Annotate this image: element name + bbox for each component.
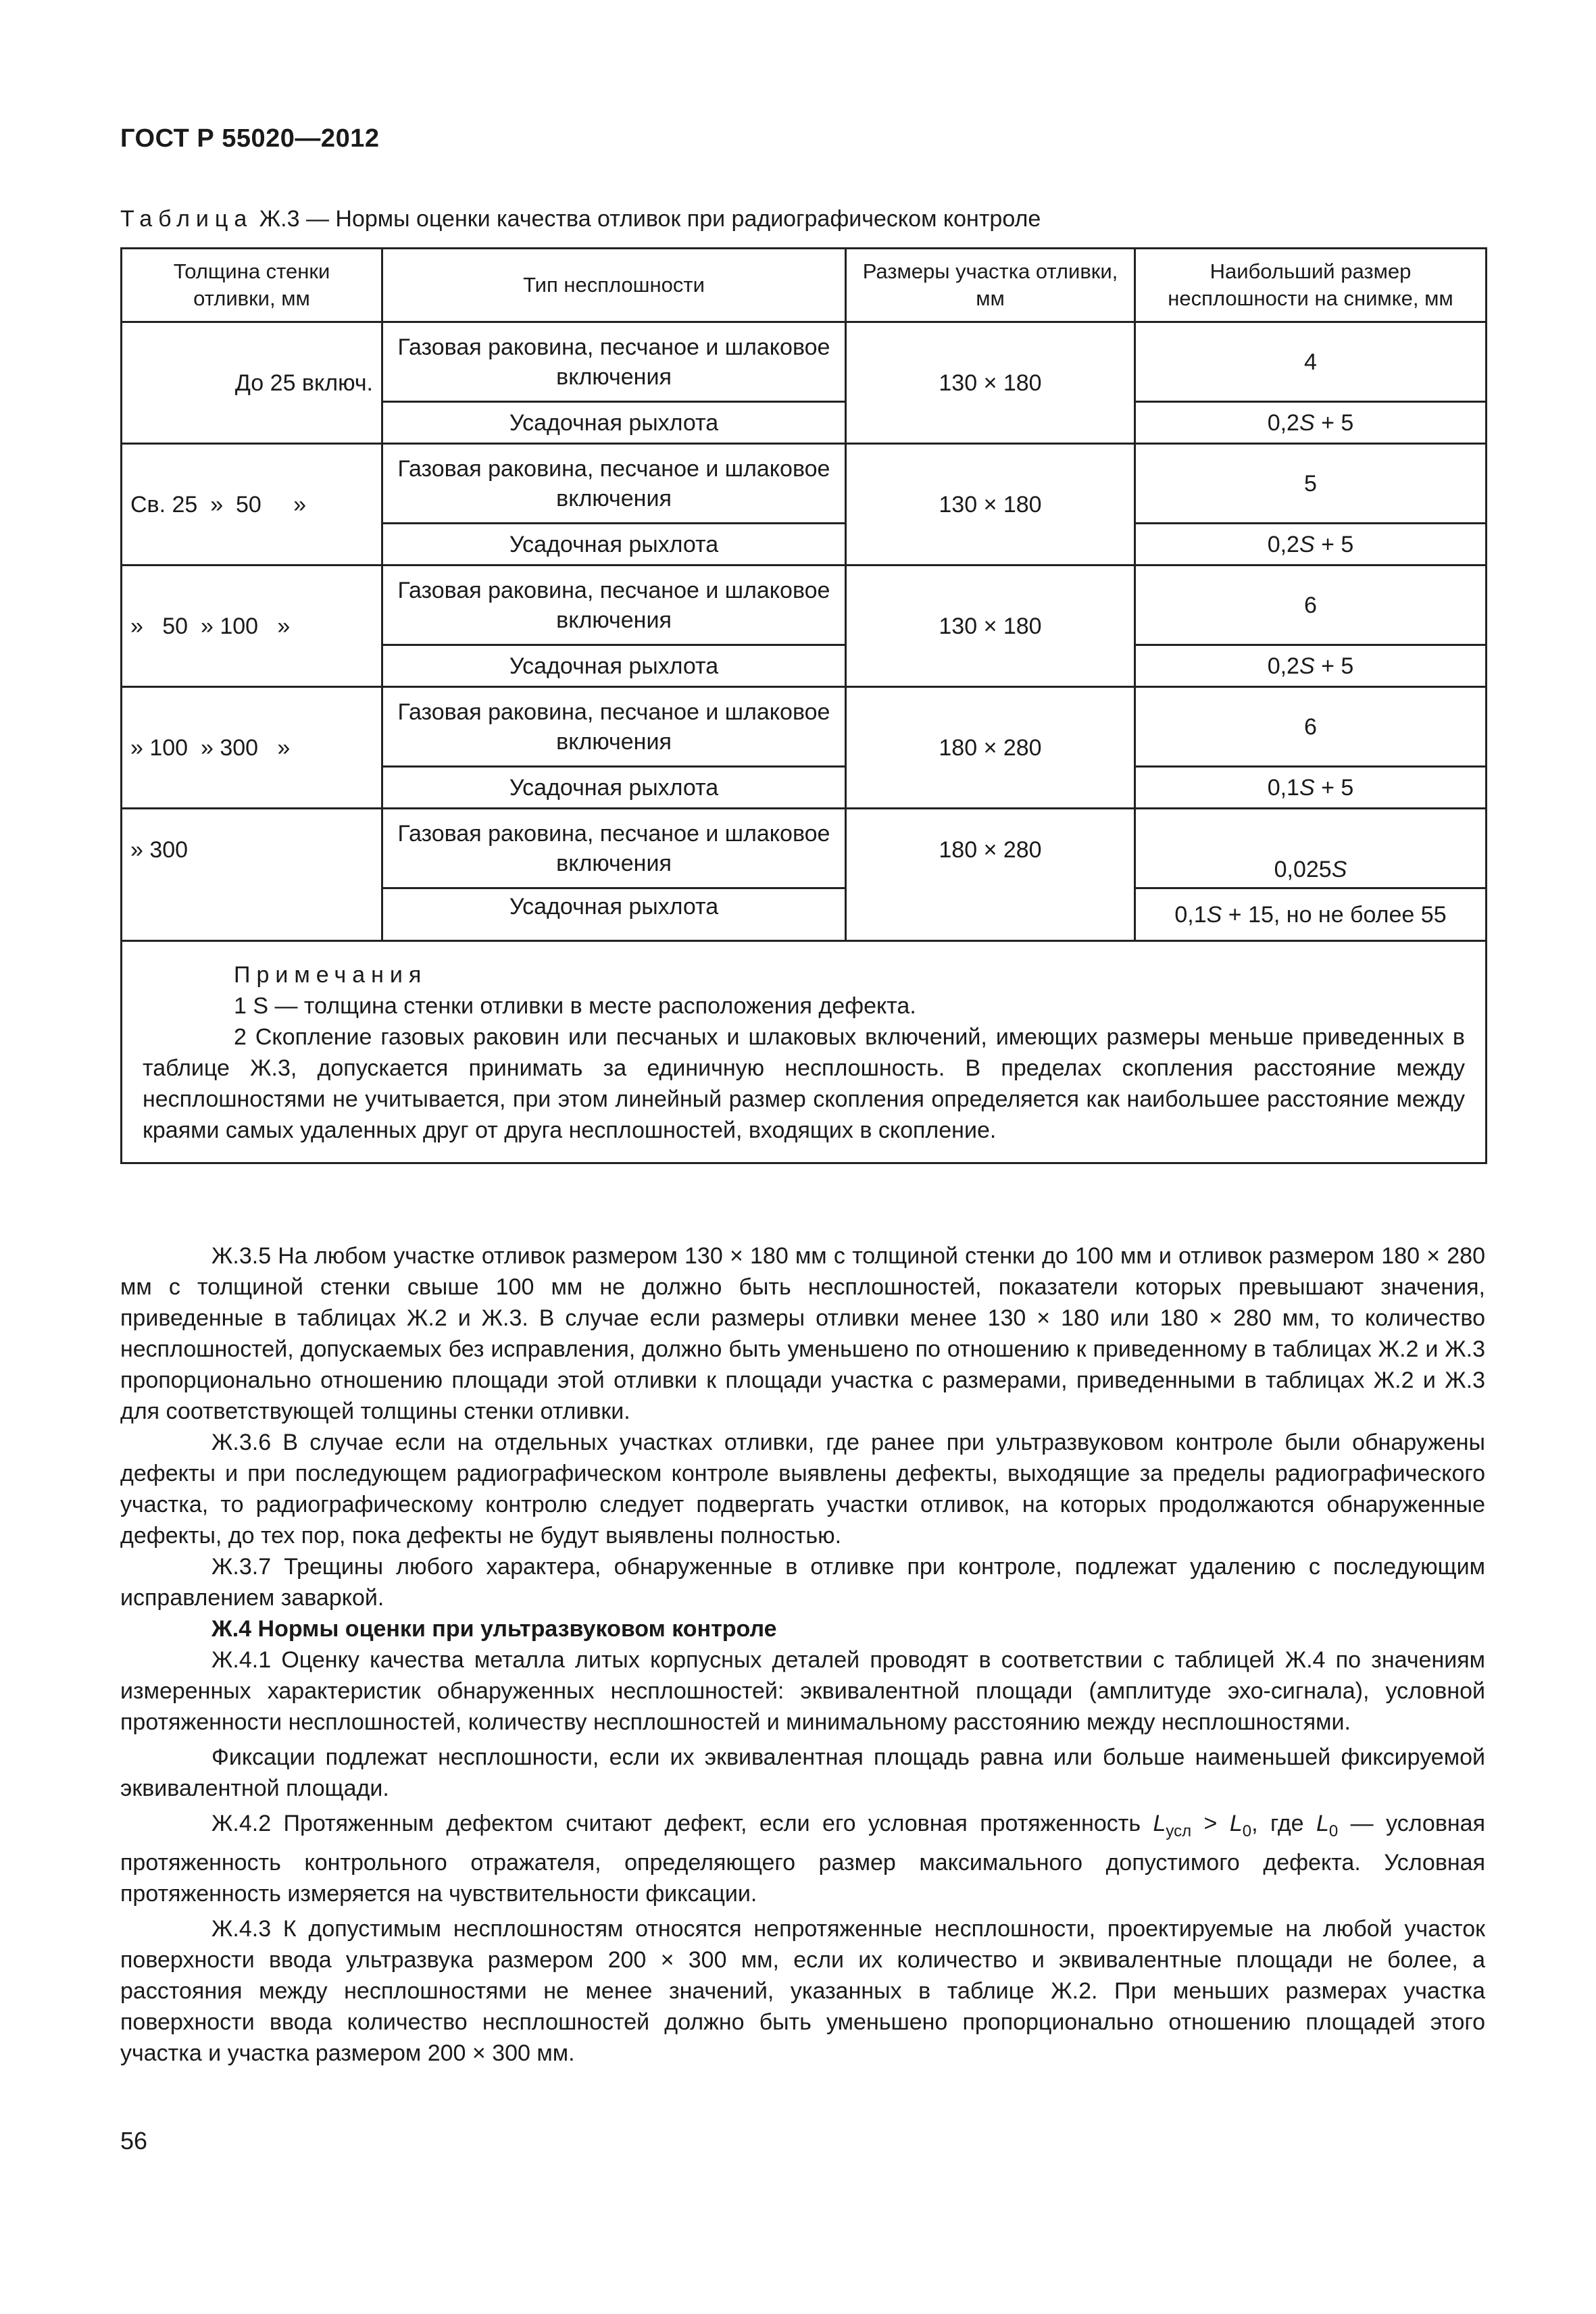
defect-type-cell: Усадочная рыхлота (382, 402, 846, 444)
max-size-cell: 6 (1135, 687, 1487, 767)
table-caption-title: Ж.3 — Нормы оценки качества отливок при радиографическом контроле (253, 206, 1041, 232)
table-row (122, 565, 1487, 645)
text-span: > (1191, 1811, 1230, 1836)
symbol-l: L (1316, 1811, 1329, 1836)
area-cell: 130 × 180 (846, 444, 1135, 565)
text-span: , где (1251, 1811, 1316, 1836)
header-thickness: Толщина стенки отливки, мм (122, 249, 382, 322)
table-row (122, 687, 1487, 767)
subscript: 0 (1328, 1821, 1339, 1840)
defect-type-cell: Газовая раковина, песчаное и шлаковое включения (382, 809, 846, 888)
table-row (122, 444, 1487, 524)
note-item: 2 Скопление газовых раковин или песчаных и шлаковых включений, имеющих размеры меньше приведенных в таблице Ж.3, допускается принимать за единичную несплошность. В пределах скопления расстояние между несплошностями не учитывается, при этом линейный размер скопления определяется как наибольшее расстояние между краями самых удаленных друг от друга несплошностей, входящих в скопление. (143, 1024, 1465, 1143)
table-caption (120, 206, 1041, 232)
subscript: 0 (1242, 1821, 1252, 1840)
text-span: Ж.4.2 Протяженным дефектом считают дефект, если его условная протяженность (211, 1811, 1153, 1836)
paragraph-fixation: Фиксации подлежат несплошности, если их эквивалентная площадь равна или больше наименьшей фиксируемой эквивалентной площади. (120, 1744, 1485, 1801)
defect-type-cell: Газовая раковина, песчаное и шлаковое включения (382, 444, 846, 524)
area-cell: 180 × 280 (846, 809, 1135, 941)
header-max-size: Наибольший размер несплошности на снимке, мм (1135, 249, 1487, 322)
paragraph-zh-3-7: Ж.3.7 Трещины любого характера, обнаруженные в отливке при контроле, подлежат удалению с последующим исправлением заваркой. (120, 1554, 1485, 1611)
defect-type-cell: Газовая раковина, песчаное и шлаковое включения (382, 687, 846, 767)
table-caption-prefix: Таблица (120, 206, 253, 232)
table-header-row (122, 249, 1487, 322)
table-row (122, 322, 1487, 402)
symbol-l: L (1229, 1811, 1243, 1836)
defect-type-cell: Усадочная рыхлота (382, 888, 846, 941)
defect-type-cell: Усадочная рыхлота (382, 524, 846, 565)
header-defect-type: Тип несплошности (382, 249, 846, 322)
norms-table (120, 247, 1487, 1164)
max-size-cell: 4 (1135, 322, 1487, 402)
thickness-cell: » 100 » 300 » (122, 687, 382, 809)
note-item: 1 S — толщина стенки отливки в месте расположения дефекта. (234, 993, 916, 1019)
defect-type-cell: Газовая раковина, песчаное и шлаковое включения (382, 322, 846, 402)
paragraph-zh-4-2 (120, 1808, 1485, 1909)
max-size-cell: 5 (1135, 444, 1487, 524)
max-size-cell: 6 (1135, 565, 1487, 645)
text-span: — условная протяженность контрольного отражателя, определяющего размер максимального допустимого дефекта. Условная протяженность измеряется на чувствительности фиксации. (120, 1811, 1485, 1907)
body-text (120, 1240, 1485, 2069)
thickness-cell: До 25 включ. (122, 322, 382, 444)
paragraph-zh-4-3: Ж.4.3 К допустимым несплошностям относятся непротяженные несплошности, проектируемые на любой участок поверхности ввода ультразвука размером 200 × 300 мм, если их количество и эквивалентные площади не более, а расстояния между несплошностями не менее значений, указанных в таблице Ж.2. При меньших размерах участка поверхности ввода количество несплошностей должно быть уменьшено пропорционально отношению площадей этого участка и участка размером 200 × 300 мм. (120, 1915, 1485, 2066)
section-heading-zh-4: Ж.4 Нормы оценки при ультразвуковом контроле (211, 1616, 777, 1642)
max-size-cell: 0,1S + 15, но не более 55 (1135, 888, 1487, 941)
max-size-cell: 0,1S + 5 (1135, 767, 1487, 809)
thickness-cell: Св. 25 » 50 » (122, 444, 382, 565)
header-area-size: Размеры участка отливки, мм (846, 249, 1135, 322)
defect-type-cell: Усадочная рыхлота (382, 645, 846, 687)
table-notes (122, 941, 1487, 1163)
defect-type-cell: Газовая раковина, песчаное и шлаковое включения (382, 565, 846, 645)
max-size-cell: 0,2S + 5 (1135, 524, 1487, 565)
area-cell: 130 × 180 (846, 322, 1135, 444)
symbol-l: L (1153, 1811, 1166, 1836)
table-notes-row (122, 941, 1487, 1163)
paragraph-zh-3-5: Ж.3.5 На любом участке отливок размером 130 × 180 мм с толщиной стенки до 100 мм и отливок размером 180 × 280 мм с толщиной стенки свыше 100 мм не должно быть несплошностей, показатели которых превышают значения, приведенные в таблицах Ж.2 и Ж.3. В случае если размеры отливки менее 130 × 180 или 180 × 280 мм, то количество несплошностей, допускаемых без исправления, должно быть уменьшено по отношению к приведенному в таблицах Ж.2 и Ж.3 пропорционально отношению площади этой отливки к площади участка с размерами, приведенными в таблицах Ж.2 и Ж.3 для соответствующей толщины стенки отливки. (120, 1243, 1485, 1424)
paragraph-zh-3-6: Ж.3.6 В случае если на отдельных участках отливки, где ранее при ультразвуковом контроле были обнаружены дефекты и при последующем радиографическом контроле выявлены дефекты, выходящие за пределы радиографического участка, то радиографическому контролю следует подвергать участки отливок, на которых продолжаются обнаруженные дефекты, до тех пор, пока дефекты не будут выявлены полностью. (120, 1430, 1485, 1549)
max-size-cell: 0,025S (1135, 809, 1487, 888)
max-size-cell: 0,2S + 5 (1135, 645, 1487, 687)
paragraph-zh-4-1: Ж.4.1 Оценку качества металла литых корпусных деталей проводят в соответствии с таблицей Ж.4 по значениям измеренных характеристик обнаруженных несплошностей: эквивалентной площади (амплитуде эхо-сигнала), условной протяженности несплошностей, количеству несплошностей и минимальному расстоянию между несплошностями. (120, 1647, 1485, 1735)
area-cell: 130 × 180 (846, 565, 1135, 687)
document-header: ГОСТ Р 55020—2012 (120, 124, 380, 153)
thickness-cell: » 300 (122, 809, 382, 941)
subscript: усл (1166, 1821, 1192, 1840)
area-cell: 180 × 280 (846, 687, 1135, 809)
notes-title: Примечания (234, 962, 428, 988)
table-row (122, 809, 1487, 888)
max-size-cell: 0,2S + 5 (1135, 402, 1487, 444)
page-number: 56 (120, 2127, 148, 2155)
thickness-cell: » 50 » 100 » (122, 565, 382, 687)
defect-type-cell: Усадочная рыхлота (382, 767, 846, 809)
